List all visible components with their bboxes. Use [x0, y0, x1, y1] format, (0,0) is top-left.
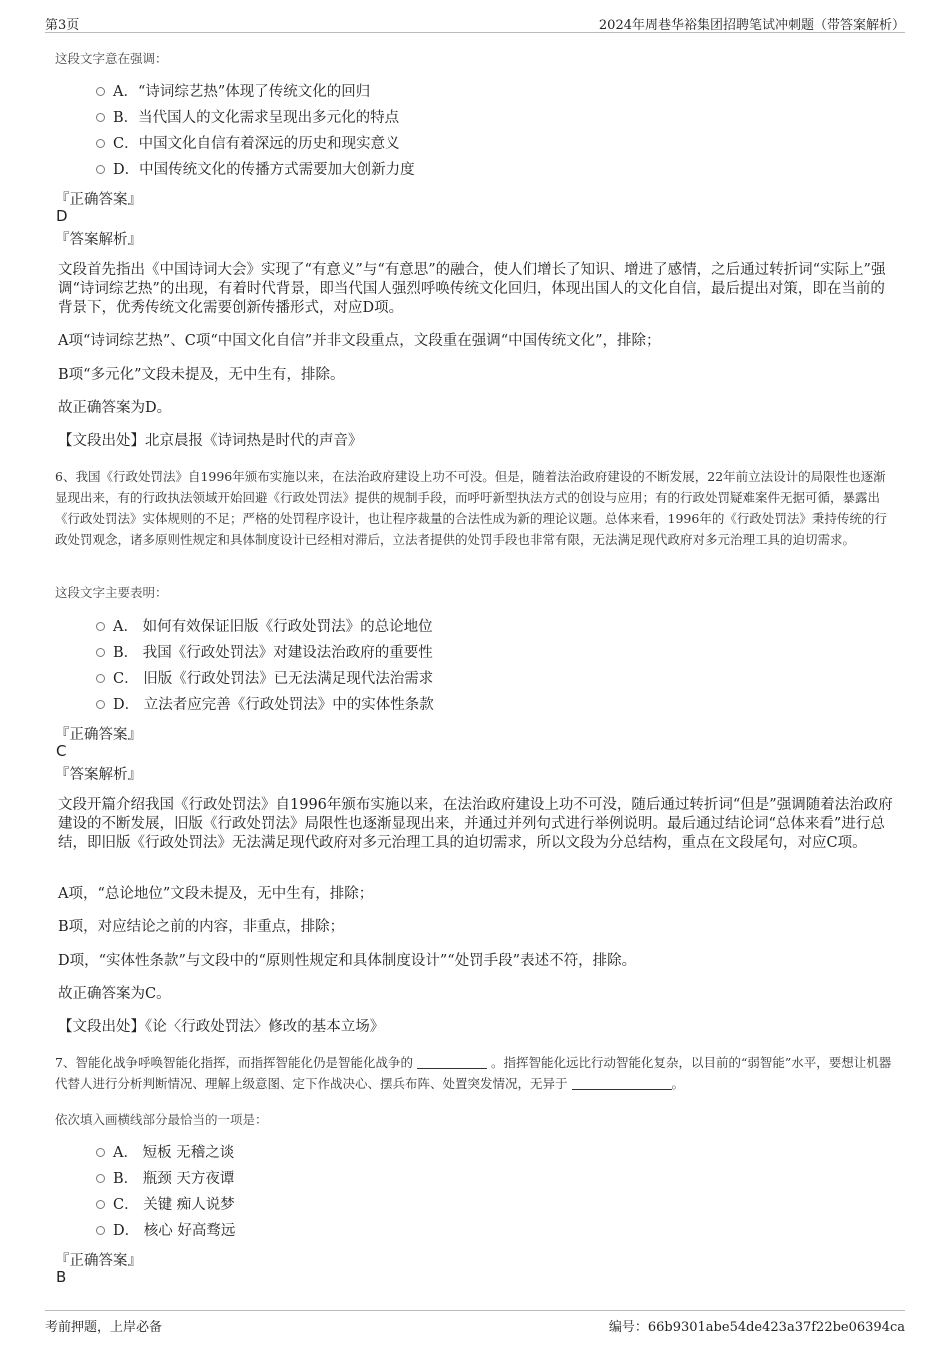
q7-option-a[interactable]: A． 短板 无稽之谈: [96, 1143, 234, 1163]
q5-analysis-label: 『答案解析』: [55, 232, 142, 248]
q5-source: 【文段出处】北京晨报《诗词热是时代的声音》: [58, 433, 363, 449]
radio-icon[interactable]: [96, 622, 105, 631]
q6-answer: C: [56, 742, 67, 760]
q7-answer-label: 『正确答案』: [55, 1253, 142, 1269]
radio-icon[interactable]: [96, 1226, 105, 1235]
q6-prompt: 这段文字主要表明：: [55, 585, 168, 600]
q6-stem: 6、我国《行政处罚法》自1996年颁布实施以来，在法治政府建设上功不可没。但是，随着法治政府建设的不断发展，22年前立法设计的局限性也逐渐显现出来，有的行政执法领域开始回避《行政处罚法》提供的规制手段，而呼吁新型执法方式的创设与应用；有的行政处罚疑难案件无据可循，暴露出《行政处罚法》实体规则的不足；严格的处罚程序设计，也让程序裁量的合法性成为新的理论议题。总体来看，1996年的《行政处罚法》秉持传统的行政处罚观念，诸多原则性规定和具体制度设计已经相对滞后，立法者提供的处罚手段也非常有限，无法满足现代政府对多元治理工具的迫切需求。: [55, 469, 887, 547]
q5-prompt: 这段文字意在强调：: [55, 51, 168, 66]
q7-option-c[interactable]: C． 关键 痴人说梦: [96, 1195, 235, 1215]
page-header: [45, 10, 905, 33]
q6-option-d[interactable]: D． 立法者应完善《行政处罚法》中的实体性条款: [96, 695, 434, 715]
q6-analysis-b: B项，对应结论之前的内容，非重点，排除；: [58, 919, 345, 935]
radio-icon[interactable]: [96, 674, 105, 683]
q5-analysis-a-c: A项“诗词综艺热”、C项“中国文化自信”并非文段重点，文段重在强调“中国传统文化”，排除；: [58, 333, 661, 349]
q7-prompt: 依次填入画横线部分最恰当的一项是：: [55, 1112, 268, 1127]
q5-analysis-text: 文段首先指出《中国诗词大会》实现了“有意义”与“有意思”的融合，使人们增长了知识、增进了感情，之后通过转折词“实际上”强调“诗词综艺热”的出现，有着时代背景，即当代国人强烈呼唤传统文化回归，体现出国人的文化自信，最后提出对策，即在当前的背景下，优秀传统文化需要创新传播形式，对应D项。: [58, 262, 886, 316]
q7-option-d[interactable]: D． 核心 好高骛远: [96, 1221, 235, 1241]
fill-blank-2: [572, 1077, 672, 1090]
radio-icon[interactable]: [96, 1148, 105, 1157]
fill-blank-1: [417, 1056, 487, 1069]
q5-option-c[interactable]: C．中国文化自信有着深远的历史和现实意义: [96, 134, 400, 154]
q7-stem: 7、智能化战争呼唤智能化指挥，而指挥智能化仍是智能化战争的 。指挥智能化远比行动智能化复杂，以目前的“弱智能”水平，要想让机器代替人进行分析判断情况、理解上级意图、定下作战决心、摆兵布阵、处置突发情况，无异于 。: [55, 1055, 892, 1091]
radio-icon[interactable]: [96, 87, 105, 96]
q6-analysis-d: D项，“实体性条款”与文段中的“原则性规定和具体制度设计”“处罚手段”表述不符，排除。: [58, 953, 637, 969]
q6-option-a[interactable]: A． 如何有效保证旧版《行政处罚法》的总论地位: [96, 617, 433, 637]
q5-option-a[interactable]: A．“诗词综艺热”体现了传统文化的回归: [96, 82, 370, 102]
q6-answer-label: 『正确答案』: [55, 727, 142, 743]
q5-answer: D: [56, 207, 68, 225]
q5-analysis-conclusion: 故正确答案为D。: [58, 400, 172, 416]
radio-icon[interactable]: [96, 1174, 105, 1183]
radio-icon[interactable]: [96, 165, 105, 174]
q7-answer: B: [56, 1268, 67, 1286]
q6-analysis-text: 文段开篇介绍我国《行政处罚法》自1996年颁布实施以来，在法治政府建设上功不可没，随后通过转折词“但是”强调随着法治政府建设的不断发展，旧版《行政处罚法》局限性也逐渐显现出来，并通过并列句式进行举例说明。最后通过结论词“总体来看”进行总结，即旧版《行政处罚法》无法满足现代政府对多元治理工具的迫切需求，所以文段为分总结构，重点在文段尾句，对应C项。: [58, 797, 893, 851]
radio-icon[interactable]: [96, 1200, 105, 1209]
q6-analysis-conclusion: 故正确答案为C。: [58, 986, 171, 1002]
q7-option-b[interactable]: B． 瓶颈 天方夜谭: [96, 1169, 234, 1189]
page-footer: [45, 1310, 905, 1336]
q6-analysis-a: A项，“总论地位”文段未提及，无中生有，排除；: [58, 886, 374, 902]
q6-source: 【文段出处】《论〈行政处罚法〉修改的基本立场》: [58, 1019, 385, 1035]
q6-analysis-label: 『答案解析』: [55, 767, 142, 783]
radio-icon[interactable]: [96, 113, 105, 122]
q6-option-b[interactable]: B． 我国《行政处罚法》对建设法治政府的重要性: [96, 643, 433, 663]
radio-icon[interactable]: [96, 139, 105, 148]
q5-option-b[interactable]: B．当代国人的文化需求呈现出多元化的特点: [96, 108, 399, 128]
footer-slogan: 考前押题，上岸必备: [45, 1320, 163, 1335]
q5-answer-label: 『正确答案』: [55, 192, 142, 208]
radio-icon[interactable]: [96, 648, 105, 657]
document-title: 2024年周巷华裕集团招聘笔试冲刺题（带答案解析）: [598, 18, 905, 33]
q5-option-d[interactable]: D．中国传统文化的传播方式需要加大创新力度: [96, 160, 415, 180]
radio-icon[interactable]: [96, 700, 105, 709]
q5-analysis-b: B项“多元化”文段未提及，无中生有，排除。: [58, 367, 345, 383]
q6-option-c[interactable]: C． 旧版《行政处罚法》已无法满足现代法治需求: [96, 669, 433, 689]
document-id: 编号：66b9301abe54de423a37f22be06394ca: [608, 1320, 905, 1335]
page-number: 第3页: [45, 18, 80, 33]
